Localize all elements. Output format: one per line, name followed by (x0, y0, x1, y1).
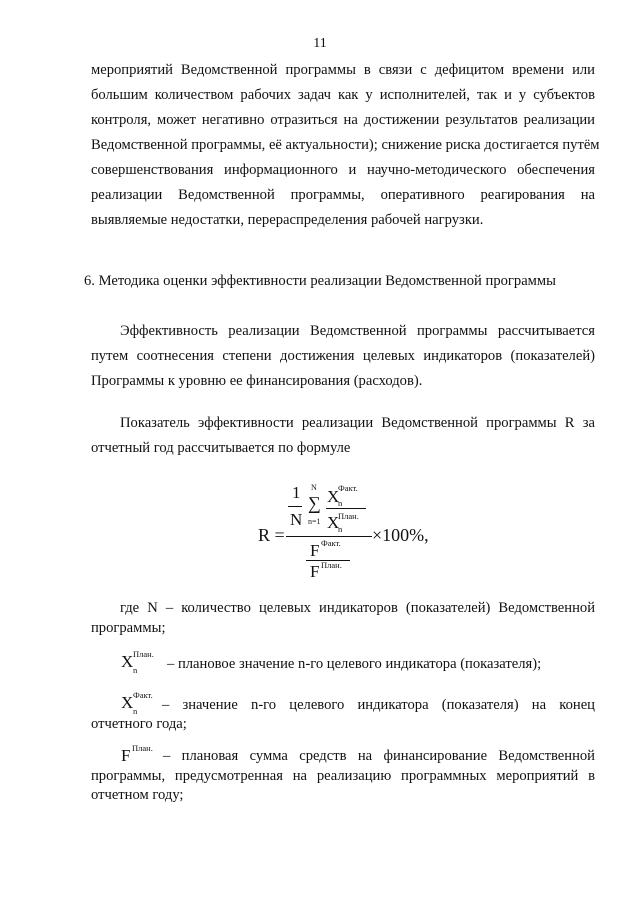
text-line: программы, предусмотренная на реализацию программных мероприятий в (91, 768, 595, 784)
text-line: мероприятий Ведомственной программы в связи с дефицитом времени или (91, 62, 595, 78)
text-line: – плановое значение n-го целевого индикатора (показателя); (167, 656, 542, 672)
x-symbol: X (121, 693, 134, 712)
formula-n: N (290, 510, 303, 529)
text-line: контроля, может негативно отразиться на достижении результатов реализации (91, 112, 595, 128)
f-symbol: F (121, 746, 131, 765)
x-plan-subscript: n (338, 524, 343, 534)
section-heading: 6. Методика оценки эффективности реализации Ведомственной программы (84, 273, 556, 289)
text-line: – значение n-го целевого индикатора (показателя) на конец (162, 697, 595, 713)
text-line: отчетный год рассчитывается по формуле (91, 440, 351, 456)
x-plan-superscript: План. (338, 511, 359, 521)
f-fakt-superscript: Факт. (321, 538, 341, 548)
text-line: совершенствования информационного и научно-методического обеспечения (91, 162, 595, 178)
x-fakt-superscript: Факт. (338, 483, 358, 493)
f-plan-superscript: План. (321, 560, 342, 570)
text-line: большим количеством рабочих задач как у исполнителей, так и у субъектов (91, 87, 595, 103)
main-fraction-bar (286, 536, 372, 537)
text-line: где N – количество целевых индикаторов (показателей) Ведомственной (120, 600, 595, 616)
text-line: – плановая сумма средств на финансирование Ведомственной (163, 748, 595, 764)
text-line: путем соотнесения степени достижения целевых индикаторов (показателей) (91, 348, 595, 364)
efficiency-formula (258, 482, 438, 582)
x-subscript: n (133, 706, 138, 716)
page-number: 11 (313, 36, 327, 51)
x-fakt-subscript: n (338, 498, 343, 508)
text-line: Ведомственной программы, её актуальности); снижение риска достигается путём (91, 137, 600, 153)
text-line: программы; (91, 620, 166, 636)
text-line: отчетном году; (91, 787, 184, 803)
x-superscript: План. (133, 649, 154, 659)
text-line: Эффективность реализации Ведомственной программы рассчитывается (120, 323, 595, 339)
sigma-symbol: ∑ (308, 493, 321, 513)
formula-lhs: R = (258, 525, 285, 545)
f-fakt-numerator: F (310, 541, 320, 560)
formula-tail: ×100%, (372, 525, 429, 545)
sum-upper-limit: N (311, 483, 317, 492)
x-fakt-numerator: X (327, 487, 340, 506)
fraction-bar-1-n (288, 506, 302, 507)
text-line: отчетного года; (91, 716, 187, 732)
x-superscript: Факт. (133, 690, 153, 700)
fraction-bar-x (326, 508, 366, 509)
x-symbol: X (121, 652, 134, 671)
text-line: Показатель эффективности реализации Ведомственной программы R за (120, 415, 595, 431)
x-plan-denominator: X (327, 513, 340, 532)
formula-one: 1 (292, 483, 301, 502)
text-line: выявляемые недостатки, перераспределения рабочей нагрузки. (91, 212, 484, 228)
f-plan-denominator: F (310, 562, 320, 581)
text-line: Программы к уровню ее финансирования (расходов). (91, 373, 423, 389)
text-line: реализации Ведомственной программы, оперативного реагирования на (91, 187, 595, 203)
f-superscript: План. (132, 743, 153, 753)
x-subscript: n (133, 665, 138, 675)
sum-lower-limit: n=1 (308, 517, 321, 526)
